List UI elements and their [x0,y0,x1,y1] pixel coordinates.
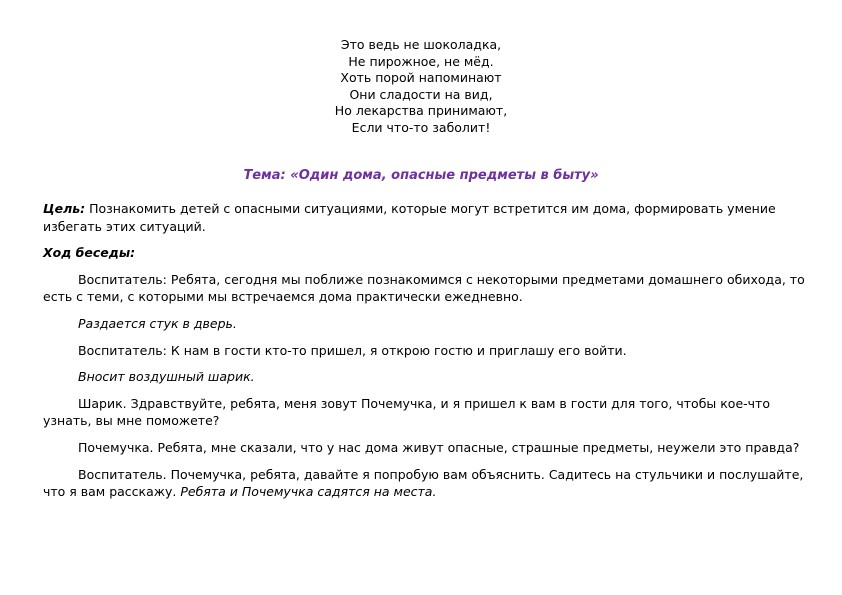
goal-paragraph [43,200,813,235]
goal-label: Цель: [43,201,86,216]
stage-direction: Раздается стук в дверь. [78,315,237,331]
poem-line: Это ведь не шоколадка, [340,37,502,52]
topic-heading: Тема: «Один дома, опасные предметы в быту» [243,168,599,183]
dialog-paragraph: Шарик. Здравствуйте, ребята, меня зовут Почемучка, и я пришел к вам в гости для того, чтобы кое-что узнать, вы мне поможете? [43,395,770,429]
stage-direction: Вносит воздушный шарик. [78,369,255,385]
dialog-paragraph: Почемучка. Ребята, мне сказали, что у нас дома живут опасные, страшные предметы, неужели это правда? [78,439,800,455]
poem-line: Не пирожное, не мёд. [348,53,494,69]
poem-line: Но лекарства принимают, [334,103,508,119]
poem [0,37,842,137]
poem-line: Они сладости на вид, [349,86,493,102]
dialog-paragraph: Воспитатель: К нам в гости кто-то пришел, я открою гостю и приглашу его войти. [78,342,627,358]
dialog-paragraph [43,466,813,501]
stage-direction-inline: Ребята и Почемучка садятся на места. [180,484,437,500]
course-heading [43,244,813,262]
goal-text: Познакомить детей с опасными ситуациями, которые могут встретится им дома, формировать умение избегать этих ситуаций. [43,201,776,234]
poem-line: Хоть порой напоминают [340,70,502,86]
lesson-body [43,200,813,510]
last-paragraph-text: Воспитатель. Почемучка, ребята, давайте я попробую вам объяснить. Садитесь на стульчики и послушайте, что я вам расскажу. [43,466,804,500]
course-label: Ход беседы: [43,245,136,261]
dialog-paragraph: Воспитатель: Ребята, сегодня мы поближе познакомимся с некоторыми предметами домашнего обихода, то есть с теми, с которыми мы встречаемся дома практически ежедневно. [43,271,805,305]
poem-line: Если что-то заболит! [351,119,491,135]
